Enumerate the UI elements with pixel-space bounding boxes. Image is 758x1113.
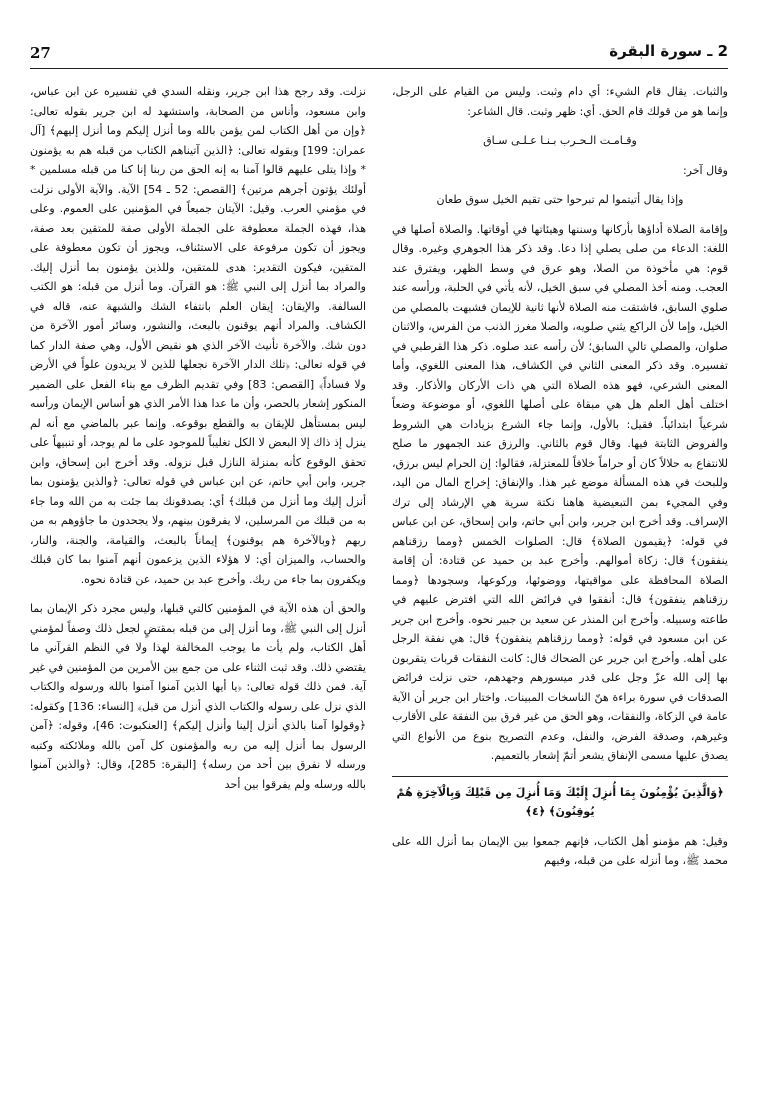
verse-separator — [392, 776, 728, 777]
right-paragraph-3: وإقامة الصلاة أداؤها بأركانها وسننها وهيئاتها في أوقاتها. والصلاة أصلها في اللغة: الدعاء من صلى يصلي إذا دعا. وقد ذكر هذا الجوهري وغيره. وقال قوم: هي مأخوذة من الصلا، وهو عرق في وسط الظهر، ويفترق عند العجب. ومنه أخذ المصلي في سبق الخيل، لأنه يأتي في الحلبة، ورأسه عند صلوي السابق، فاشتقت منه الصلاة لأنها ثانية للإيمان فشبهت بالمصلي من الخيل، وإما لأن الراكع يثني صلويه، والصلا مغرز الذنب من الفرس، والاثنان صلوان، والمصلي تالي السابق؛ لأن رأسه عند صلوه. ذكر هذا القرطبي في تفسيره. وقد ذكر المعنى الثاني في الكشاف، هذا المعنى اللغوي، وأما المعنى الشرعي، فهو هذه الصلاة التي هي ذات الأركان والأذكار. وقد اختلف أهل العلم هل هي مبقاة على أصلها اللغوي، أو موضوعة وضعاً شرعياً ابتدائياً. فقيل: بالأول، وإنما جاء الشرع بزيادات هي الشروط والفروض الثابتة فيها. وقال قوم بالثاني. والرزق عند الجمهور ما صلح للانتفاع به حلالاً كان أو حراماً خلافاً للمعتزلة، فقالوا: إن الحرام ليس برزق، وللبحث في هذه المسألة موضع غير هذا. والإنفاق: إخراج المال من اليد، وفي المجيء بمن التبعيضية هاهنا نكتة سرية هي الإرشاد إلى ترك الإسراف. وقد أخرج ابن جرير، وابن أبي حاتم، وابن إسحاق، عن ابن عباس في قوله: ﴿يقيمون الصلاة﴾ قال: الصلوات الخمس ﴿ومما رزقناهم ينفقون﴾ قال: زكاة أموالهم. وأخرج عبد بن حميد عن قتادة: أن إقامة الصلاة المحافظة على مواقيتها، ووضوئها، وركوعها، وسجودها ﴿ومما رزقناهم ينفقون﴾ قال: أنفقوا في فرائض الله التي افترض عليهم في طاعته وسبيله. وأخرج ابن المنذر عن سعيد بن جبير نحوه. وأخرج ابن جرير عن ابن مسعود في قوله: ﴿ومما رزقناهم ينفقون﴾ قال: هي نفقة الرجل على أهله. وأخرج ابن جرير عن الضحاك قال: كانت النفقات قربات يتقربون بها إلى الله عزّ وجل على قدر ميسورهم وجهدهم، حتى نزلت فرائض الصدقات في سورة براءة هنّ الناسخات المبينات. واختار ابن جرير أن الآية عامة في الزكاة، والنفقات، وهو الحق من غير فرق بين النفقة على الأقارب وغيرهم، وصدقة الفرض، والنفل، وعدم التصريح بنوع من الأنواع التي يصدق عليها مسمى الإنفاق يشعر أتمّ إشعار بالتعميم. — [392, 222, 728, 762]
left-paragraph-2: والحق أن هذه الآية في المؤمنين كالتي قبلها، وليس مجرد ذكر الإيمان بما أنزل إلى النبي ﷺ، وما أنزل إلى من قبله بمقتضٍ لجعل ذلك وصفاً لمؤمني أهل الكتاب، ولم يأت ما يوجب المخالفة لهذا ولا في النظم القرآني ما يقتضي ذلك. وقد ثبت الثناء على من جمع بين الأمرين من المؤمنين في غير آية. فمن ذلك قوله تعالى: ﴿يا أيها الذين آمنوا آمنوا بالله ورسوله والكتاب الذي نزل على رسوله والكتاب الذي أنزل من قبل﴾ [النساء: 136] وكقوله: ﴿وقولوا آمنا بالذي أنزل إلينا وأنزل إليكم﴾ [العنكبوت: 46]، وقوله: ﴿آمن الرسول بما أنزل إليه من ربه والمؤمنون كل آمن بالله وملائكته وكتبه ورسله لا نفرق بين أحد من رسله﴾ [البقرة: 285]، وقال: ﴿والذين آمنوا بالله ورسله ولم يفرقوا بين أحد — [30, 602, 367, 791]
column-gutter — [378, 82, 379, 1072]
header-rule — [30, 68, 728, 69]
poetry-verse-2: وإذا يقال أتيتموا لم تبرحوا حتى تقيم الخيل سوق طعان — [436, 193, 684, 206]
right-paragraph-1: والثبات. يقال قام الشيء: أي دام وثبت. وليس من القيام على الرجل، وإنما هو من قولك قام الحق. أي: ظهر وثبت. قال الشاعر: — [392, 85, 728, 118]
left-column — [30, 82, 366, 794]
right-column — [392, 82, 728, 871]
left-paragraph-1: نزلت. وقد رجح هذا ابن جرير، ونقله السدي في تفسيره عن ابن عباس، وابن مسعود، وأناس من الصحابة، واستشهد له ابن جرير بقوله تعالى: ﴿وإن من أهل الكتاب لمن يؤمن بالله وما أنزل إليكم وما أنزل إليهم﴾ [آل عمران: 199] وبقوله تعالى: ﴿الذين آتيناهم الكتاب من قبله هم به يؤمنون * وإذا يتلى عليهم قالوا آمنا به إنه الحق من ربنا إنا كنا من قبله مسلمين * أولئك يؤتون أجرهم مرتين﴾ [القصص: 52 ـ 54] الآية. والآية الأولى نزلت في مؤمني العرب. وقيل: الآيتان جميعاً في المؤمنين على العموم. وعلى هذا، فهذه الجملة معطوفة على الجملة الأولى صفة للمتقين بعد صفة، ويجوز أن تكون مرفوعة على الاستئناف، ويجوز أن تكون معطوفة على المتقين، فيكون التقدير: هدى للمتقين، وللذين يؤمنون بما أنزل إليك. والمراد بما أنزل إلى النبي ﷺ: هو القرآن. وما أنزل من قبله: هو الكتب السالفة. والإيقان: إيقان العلم بانتفاء الشك والشبهة عنه، قاله في الكشاف. والمراد أنهم يوقنون بالبعث، والنشور، وسائر أمور الآخرة من دون شك. والآخرة تأنيث الآخر الذي هو نقيض الأول، وهي صفة الدار كما في قوله تعالى: ﴿تلك الدار الآخرة نجعلها للذين لا يريدون علواً في الأرض ولا فساداً﴾ [القصص: 83] وفي تقديم الظرف مع بناء الفعل على الضمير المنكور إشعار بالحصر، وأن ما عدا هذا الأمر الذي هو أساس الإيمان ورأسه ليس بمستأهل للإيقان به والقطع بوقوعه. وإنما عبر بالماضي مع أنه لم ينزل إذ ذاك إلا البعض لا الكل تغليباً للموجود على ما لم يوجد، أو تنبيهاً على تحقق الوقوع كأنه بمنزلة النازل قبل نزوله. وقد أخرج ابن إسحاق، وابن جرير، وابن أبي حاتم، عن ابن عباس في قوله تعالى: ﴿والذين يؤمنون بما أنزل إليك وما أنزل من قبلك﴾ أي: يصدقونك بما جئت به من الله وما جاء به من قبلك من المرسلين، لا يفرقون بينهم، ولا يجحدون ما جاؤوهم به من ربهم ﴿وبالآخرة هم يوقنون﴾ إيماناً بالبعث، والقيامة، والجنة، والنار، والحساب، والميزان أي: لا هؤلاء الذين يزعمون أنهم آمنوا بما كان قبلك ويكفرون بما جاء من ربك. وأخرج عبد بن حميد، عن قتادة نحوه. — [30, 85, 367, 586]
page-number: 27 — [30, 44, 51, 62]
sura-title: 2 ـ سورة البقرة — [609, 42, 728, 60]
right-paragraph-4: وقيل: هم مؤمنو أهل الكتاب، فإنهم جمعوا بين الإيمان بما أنزل الله على محمد ﷺ، وما أنزله على من قبله، وفيهم — [392, 834, 728, 867]
quran-verse: ﴿وَالَّذِينَ يُؤْمِنُونَ بِمَا أُنزِلَ إِلَيْكَ وَمَا أُنزِلَ مِن قَبْلِكَ وَبِالْآخِرَةِ هُمْ يُوقِنُونَ﴾ ﴿٤﴾ — [396, 785, 724, 818]
poetry-verse-1: وقـامـت الـحـرب بـنـا عـلـى سـاق — [483, 134, 637, 147]
right-paragraph-2: وقال آخر: — [682, 163, 728, 177]
